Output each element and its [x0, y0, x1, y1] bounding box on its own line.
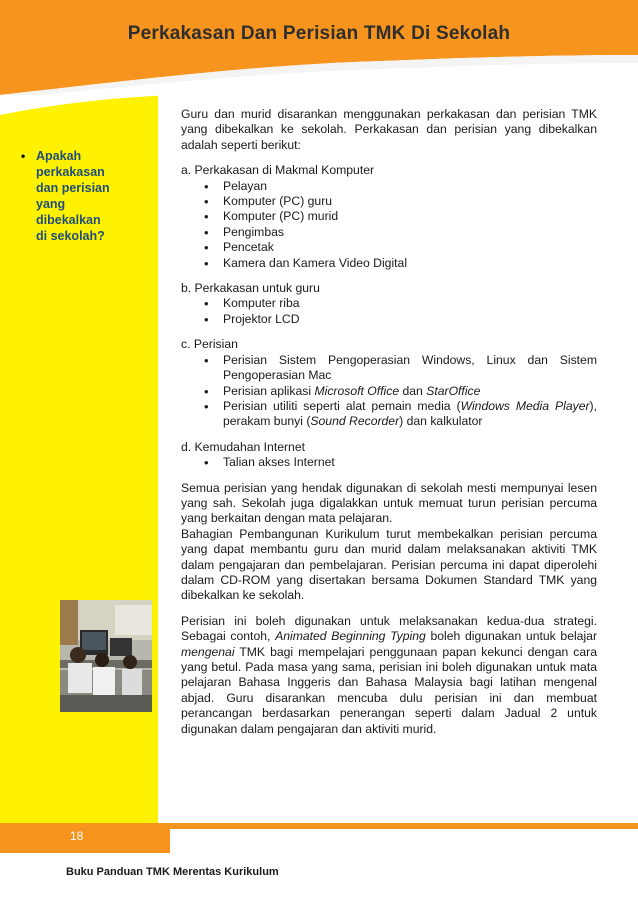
- text-run: Perisian aplikasi: [223, 383, 315, 398]
- list-item: • Kamera dan Kamera Video Digital: [181, 256, 597, 271]
- section-title: d. Kemudahan Internet: [181, 439, 305, 454]
- list-item: • Talian akses Internet: [181, 455, 597, 470]
- section-title: a. Perkakasan di Makmal Komputer: [181, 163, 375, 178]
- sidebar-question: [21, 148, 146, 244]
- question-line: yang: [36, 197, 66, 211]
- page-title: Perkakasan Dan Perisian TMK Di Sekolah: [127, 23, 511, 44]
- list-item: • Komputer (PC) guru: [181, 194, 597, 209]
- text-run: Animated Beginning Typing: [275, 629, 426, 644]
- list-item: • Komputer (PC) murid: [181, 209, 597, 224]
- intro-paragraph: Guru dan murid disarankan menggunakan perkakasan dan perisian TMK yang dibekalkan ke sekolah. Perkakasan dan perisian yang dibekalkan adalah seperti berikut:: [181, 107, 597, 152]
- text-run: dan: [399, 383, 427, 398]
- list-item: • Pencetak: [181, 240, 597, 255]
- question-line: perkakasan: [36, 165, 105, 179]
- list-item: [181, 384, 597, 399]
- text-run: boleh digunakan untuk belajar: [425, 629, 597, 644]
- body-paragraph: [181, 614, 597, 737]
- list-item: • Pengimbas: [181, 225, 597, 240]
- text-run: Perisian ini boleh digunakan untuk melaksanakan kedua-dua strategi. Sebagai contoh,: [181, 613, 597, 644]
- list: [181, 179, 597, 271]
- list-item: • Perisian Sistem Pengoperasian Windows, Linux dan Sistem Pengoperasian Mac: [181, 353, 597, 384]
- question-line: Apakah: [36, 149, 82, 163]
- text-run: Sound Recorder: [310, 414, 400, 429]
- text-run: Microsoft Office: [314, 383, 400, 398]
- list: [181, 353, 597, 430]
- text-run: StarOffice: [426, 383, 481, 398]
- list-item: • Pelayan: [181, 179, 597, 194]
- body-paragraph: Bahagian Pembangunan Kurikulum turut membekalkan perisian percuma yang dapat membantu guru dan murid dalam melaksanakan aktiviti TMK dalam pengajaran dan pembelajaran. Perisian percuma ini dapat diperolehi dalam CD-ROM yang disertakan bersama Dokumen Standard TMK yang dibekalkan ke sekolah.: [181, 526, 597, 603]
- list: [181, 296, 597, 327]
- list: [181, 455, 597, 470]
- text-run: mengenai: [181, 644, 235, 659]
- text-run: ), perakam bunyi (: [223, 398, 597, 429]
- text-run: ) dan kalkulator: [399, 414, 483, 429]
- text-run: Perisian utiliti seperti alat pemain media (: [223, 398, 461, 413]
- page-number: 18: [70, 829, 84, 843]
- question-line: dan perisian: [36, 181, 110, 195]
- list-item: [181, 399, 597, 430]
- footer-bar: [0, 823, 638, 853]
- list-item: • Projektor LCD: [181, 312, 597, 327]
- text-run: TMK bagi mempelajari penggunaan papan kekunci dengan cara yang betul. Pada masa yang sama, perisian ini boleh digunakan untuk mata pelajaran Bahasa Inggeris dan Bahasa Malaysia bagi latihan mengenal abjad. Guru disarankan mencuba dulu perisian ini dan membuat perancangan berdasarkan penerangan seperti dalam Jadual 2 untuk digunakan dalam pengajaran dan aktiviti murid.: [181, 644, 597, 736]
- footer-title: Buku Panduan TMK Merentas Kurikulum: [66, 866, 279, 878]
- question-line: dibekalkan: [36, 213, 101, 227]
- section-title: c. Perisian: [181, 337, 238, 352]
- list-item: • Komputer riba: [181, 296, 597, 311]
- main-content: [181, 107, 597, 737]
- body-paragraph: Semua perisian yang hendak digunakan di sekolah mesti mempunyai lesen yang sah. Sekolah juga digalakkan untuk memuat turun perisian percuma yang berkaitan dengan mata pelajaran.: [181, 480, 597, 526]
- question-line: di sekolah?: [36, 229, 105, 243]
- sidebar-corner-decoration: [0, 95, 175, 125]
- bullet-icon: •: [21, 149, 26, 163]
- section-title: b. Perkakasan untuk guru: [181, 281, 320, 296]
- classroom-photo: [60, 600, 152, 712]
- text-run: Windows Media Player: [460, 398, 590, 413]
